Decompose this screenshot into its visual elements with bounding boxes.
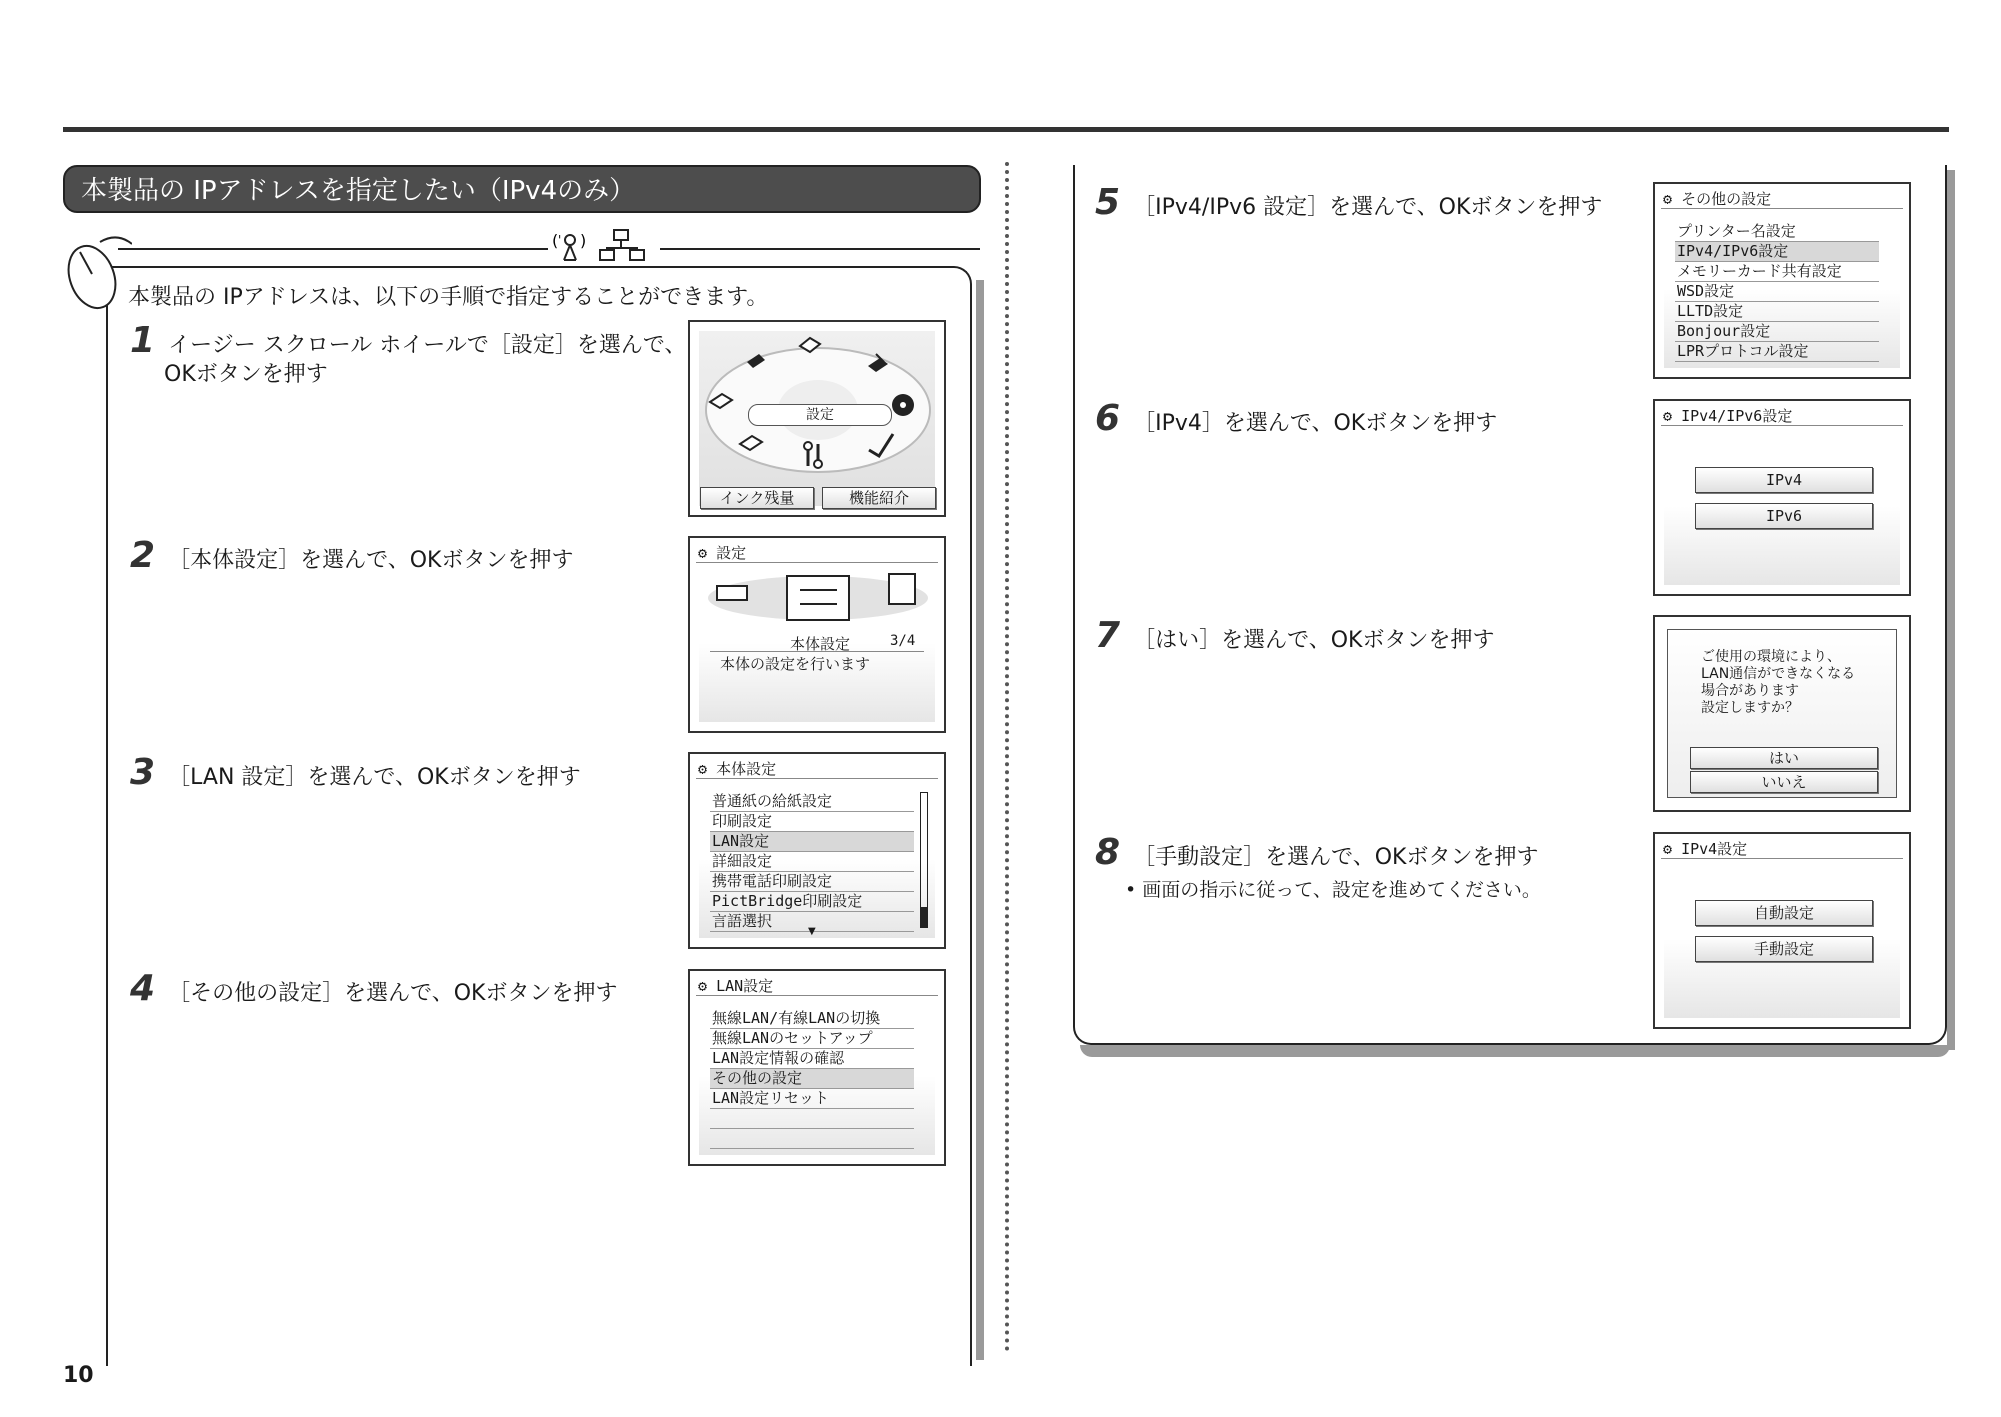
screen-title: IPv4設定 xyxy=(1681,840,1748,858)
menu-item[interactable]: LAN設定情報の確認 xyxy=(710,1049,914,1069)
menu-item[interactable]: メモリーカード共有設定 xyxy=(1675,262,1879,282)
svg-text:(: ( xyxy=(552,231,559,250)
svg-text:': ' xyxy=(558,233,562,247)
screen-ipv4-ipv6 xyxy=(1653,399,1911,596)
menu-item[interactable] xyxy=(710,1109,914,1129)
tools-icon: ⚙ xyxy=(1663,840,1673,858)
page-title: 本製品の IPアドレスを指定したい（IPv4のみ） xyxy=(63,165,981,213)
menu-item[interactable]: Bonjour設定 xyxy=(1675,322,1879,342)
step-2 xyxy=(130,535,573,576)
intro-text: 本製品の IPアドレスは、以下の手順で指定することができます。 xyxy=(128,285,769,310)
tools-icon: ⚙ xyxy=(698,760,708,778)
copy-icon xyxy=(798,336,822,356)
yes-button[interactable]: はい xyxy=(1690,747,1878,769)
header-rule xyxy=(118,248,548,250)
step-4 xyxy=(130,968,617,1009)
step-number: 1 xyxy=(130,320,156,361)
ipv6-button[interactable]: IPv6 xyxy=(1695,503,1873,529)
menu-item[interactable]: 印刷設定 xyxy=(710,812,914,832)
step-text: ［はい］を選んで、OKボタンを押す xyxy=(1133,628,1495,653)
screen-confirm xyxy=(1653,615,1911,812)
film-icon xyxy=(738,434,764,456)
step-1 xyxy=(130,320,686,389)
scrollbar[interactable] xyxy=(920,792,928,928)
ipv4-button[interactable]: IPv4 xyxy=(1695,467,1873,493)
step-text-line2: OKボタンを押す xyxy=(164,362,328,387)
screen-header xyxy=(1663,405,1792,426)
screen-settings xyxy=(688,536,946,733)
panel-shadow xyxy=(976,280,984,1360)
maintenance-icon xyxy=(865,430,899,460)
step-number: 8 xyxy=(1095,832,1121,873)
step-text: ［IPv4］を選んで、OKボタンを押す xyxy=(1133,411,1498,436)
disc-icon xyxy=(890,392,916,418)
screen-title: 本体設定 xyxy=(716,760,777,778)
page-indicator: 3/4 xyxy=(890,633,916,649)
tools-icon: ⚙ xyxy=(1663,407,1673,425)
menu-item-selected[interactable]: その他の設定 xyxy=(710,1069,914,1089)
network-icon xyxy=(552,226,662,266)
step-7 xyxy=(1095,615,1494,656)
tools-icon: ⚙ xyxy=(698,544,708,562)
screen-title: LAN設定 xyxy=(716,977,774,995)
screen-ipv4-settings xyxy=(1653,832,1911,1029)
page-number: 10 xyxy=(63,1363,94,1388)
tools-icon: ⚙ xyxy=(1663,190,1673,208)
manual-setting-button[interactable]: 手動設定 xyxy=(1695,936,1873,962)
item-description: 本体の設定を行います xyxy=(720,655,871,673)
menu-item-selected[interactable]: LAN設定 xyxy=(710,832,914,852)
menu-list xyxy=(1675,222,1879,362)
screen-home-wheel xyxy=(688,320,946,517)
menu-item[interactable]: LLTD設定 xyxy=(1675,302,1879,322)
svg-text:): ) xyxy=(580,231,587,250)
screen-other-settings xyxy=(1653,182,1911,379)
step-3 xyxy=(130,752,581,793)
step-text: ［その他の設定］を選んで、OKボタンを押す xyxy=(168,981,618,1006)
header-rule xyxy=(660,248,980,250)
menu-item-selected[interactable]: IPv4/IPv6設定 xyxy=(1675,242,1879,262)
screen-header xyxy=(698,758,776,779)
menu-item[interactable]: WSD設定 xyxy=(1675,282,1879,302)
tools-icon: ⚙ xyxy=(698,977,708,995)
settings-carousel xyxy=(705,570,931,625)
feature-guide-button[interactable]: 機能紹介 xyxy=(822,487,936,509)
step-text: イージー スクロール ホイールで［設定］を選んで、 xyxy=(168,333,687,358)
screen-header xyxy=(1663,838,1747,859)
menu-item[interactable]: 詳細設定 xyxy=(710,852,914,872)
panel-shadow xyxy=(1080,1045,1950,1057)
menu-item[interactable]: 普通紙の給紙設定 xyxy=(710,792,914,812)
menu-item[interactable]: 無線LANのセットアップ xyxy=(710,1029,914,1049)
top-rule xyxy=(63,127,1949,132)
step-text: ［IPv4/IPv6 設定］を選んで、OKボタンを押す xyxy=(1133,195,1603,220)
step-6 xyxy=(1095,398,1497,439)
menu-list xyxy=(710,792,914,932)
scroll-down-icon: ▼ xyxy=(808,926,816,937)
column-divider xyxy=(1005,162,1009,1352)
step-note: • 画面の指示に従って、設定を進めてください。 xyxy=(1125,879,1541,901)
screen-device-settings xyxy=(688,752,946,949)
menu-item[interactable]: LPRプロトコル設定 xyxy=(1675,342,1879,362)
menu-item[interactable]: プリンター名設定 xyxy=(1675,222,1879,242)
screen-title: 設定 xyxy=(716,544,747,562)
settings-tools-icon xyxy=(802,440,830,470)
ink-level-button[interactable]: インク残量 xyxy=(700,487,814,509)
selected-item-name: 本体設定 xyxy=(790,635,851,653)
step-number: 3 xyxy=(130,752,156,793)
memory-card-icon xyxy=(745,352,767,372)
step-number: 2 xyxy=(130,535,156,576)
wheel-selected-label: 設定 xyxy=(748,404,892,426)
step-8 xyxy=(1095,832,1541,902)
step-text: ［手動設定］を選んで、OKボタンを押す xyxy=(1133,845,1539,870)
scan-icon xyxy=(866,352,890,374)
screen-header xyxy=(1663,188,1771,209)
screen-title: IPv4/IPv6設定 xyxy=(1681,407,1793,425)
step-text: ［本体設定］を選んで、OKボタンを押す xyxy=(168,548,574,573)
menu-item[interactable]: PictBridge印刷設定 xyxy=(710,892,914,912)
panel-shadow xyxy=(1947,170,1955,1050)
menu-item[interactable]: LAN設定リセット xyxy=(710,1089,914,1109)
screen-header xyxy=(698,975,773,996)
no-button[interactable]: いいえ xyxy=(1690,771,1878,793)
menu-item[interactable]: 言語選択 xyxy=(710,912,914,932)
menu-list xyxy=(710,1009,914,1149)
step-text: ［LAN 設定］を選んで、OKボタンを押す xyxy=(168,765,581,790)
menu-item[interactable]: 携帯電話印刷設定 xyxy=(710,872,914,892)
step-number: 4 xyxy=(130,968,156,1009)
confirm-message: ご使用の環境により、 LAN通信ができなくなる 場合があります 設定しますか？ xyxy=(1701,649,1856,716)
mouse-icon xyxy=(62,232,132,312)
step-number: 6 xyxy=(1095,398,1121,439)
step-number: 7 xyxy=(1095,615,1121,656)
step-number: 5 xyxy=(1095,182,1121,223)
screen-header xyxy=(698,542,746,563)
photo-icon xyxy=(708,392,734,414)
menu-item[interactable] xyxy=(710,1129,914,1149)
menu-item[interactable]: 無線LAN/有線LANの切換 xyxy=(710,1009,914,1029)
screen-lan-settings xyxy=(688,969,946,1166)
screen-title: その他の設定 xyxy=(1681,190,1772,208)
auto-setting-button[interactable]: 自動設定 xyxy=(1695,900,1873,926)
step-5 xyxy=(1095,182,1602,223)
